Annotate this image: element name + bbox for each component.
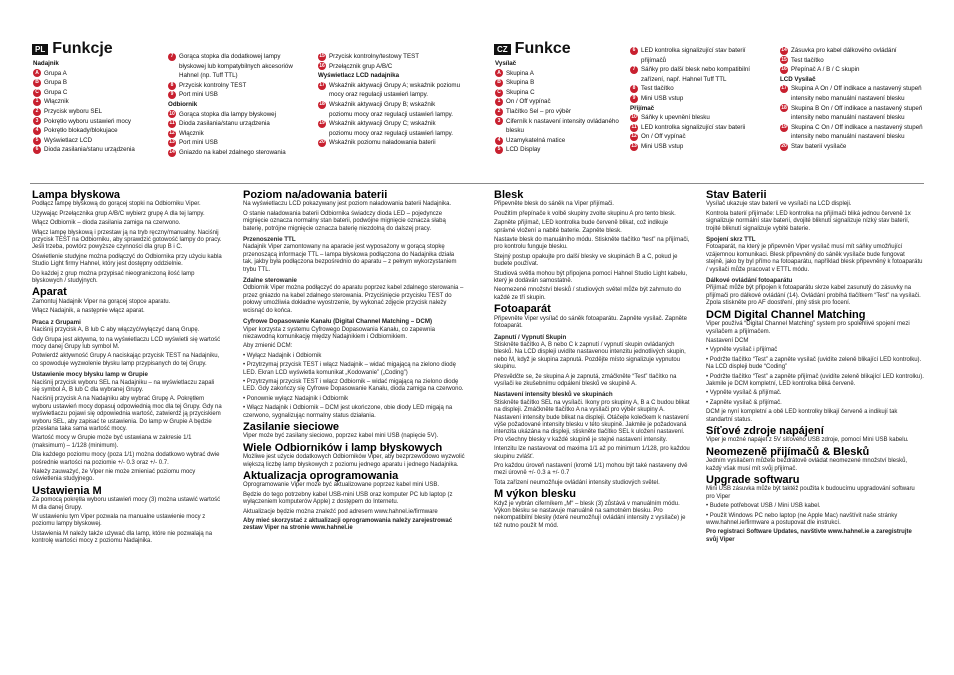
subsection-heading: Praca z Grupami	[32, 318, 81, 326]
number-badge-icon: 3	[33, 117, 41, 125]
list-item	[168, 119, 308, 129]
paragraph: Należy zauważyć, że Viper nie może zmieniać poziomu mocy oświetlenia studyjnego.	[32, 469, 196, 483]
list-item-label: Skupina B On / Off indikace a nastavený stupeň intensity nebo manuální nastavení blesku	[791, 104, 923, 122]
paragraph: Viper korzysta z systemu Cyfrowego Dopasowania Kanału, co zapewnia niezawodną komunikację między Nadajnikiem i Odbiornikiem.	[243, 326, 435, 340]
list-item	[33, 126, 163, 136]
pl-title	[32, 40, 113, 58]
paragraph: Vysílač ukazuje stav baterií ve vysílači na LCD displeji.	[706, 201, 852, 208]
paragraph: Nastavte blesk do manuálního módu. Stiskněte tlačítko “test” na přijímači, pro kontrolu funguje blesku.	[494, 237, 690, 251]
paragraph: • Použít Windows PC nebo laptop (ne Apple Mac) navštívit naše stránky www.hahnel.ie/firmware a postupovat dle instrukcí.	[706, 512, 898, 527]
number-badge-icon: 8	[168, 82, 176, 90]
number-badge-icon: 2	[495, 108, 503, 116]
list-header: LCD Vysílač	[780, 75, 816, 83]
section-heading: Wiele Odbiorników i lamp błyskowych	[243, 441, 443, 454]
paragraph: Kontrola baterií přijímače: LED kontrolka na přijímači bliká jednou červeně 1x signalizuje normální stav baterií, dvojité bliknutí signalizuje nízký stav baterií, trojité bliknutí signalizuje vybité baterie.	[706, 210, 911, 232]
number-badge-icon: 6	[33, 146, 41, 154]
paragraph: Będzie do tego potrzebny kabel USB-mini USB oraz komputer PC lub laptop (z wyłączeniem komputerów Apple) z dostępem do Internetu.	[243, 491, 453, 506]
paragraph: Oświetlenie studyjne można podłączyć do Odbiornika przy użyciu kabla Studio Light firmy Hahnel, który jest dostępny oddzielnie.	[32, 253, 222, 268]
paragraph: Přesvědčte se, že skupina A je zapnutá, zmáčkněte “Test” tlačítko na vysílači ke zkušebnímu odpálení blesků ve skupině A.	[494, 373, 677, 387]
list-item-label: Skupina B	[506, 79, 535, 87]
list-item	[780, 104, 925, 123]
body-column-1	[32, 188, 222, 668]
paragraph: Do każdej z grup można przypisać nieograniczoną ilość lamp błyskowych / studyjnych.	[32, 270, 195, 285]
paragraph: Dla każdego poziomu mocy (poza 1/1) można dodatkowo wybrać dwie pośrednie wartości na poziomie +/- 0.3 oraz +/- 0.7.	[32, 452, 220, 466]
list-item-label: Port mini USB	[179, 91, 218, 99]
number-badge-icon: 18	[319, 100, 325, 107]
list-item-label: Test tlačítko	[791, 56, 824, 64]
list-item-label: Gniazdo na kabel zdalnego sterowania	[179, 148, 286, 156]
list-item	[495, 88, 620, 98]
list-item-label: Włącznik	[179, 129, 204, 137]
paragraph: • Podržte tlačítko “Test” a zapněte přijímač (uvidíte zeleně blikající LED kontrolku). Jakmile je DCM kompletní, LED kontrolka bliká červeně.	[706, 373, 924, 387]
list-item-label: Włącznik	[44, 98, 69, 106]
number-badge-icon: 12	[169, 129, 175, 136]
list-item-label: Stav baterií vysílače	[791, 142, 847, 150]
list-item	[630, 84, 770, 94]
paragraph: Wartość mocy w Grupie może być ustawiana w zakresie 1/1 (maksimum) – 1/128 (minimum).	[32, 435, 192, 449]
paragraph: Naciśnij przycisk A, B lub C aby włączyć/wyłączyć daną Grupę.	[32, 327, 200, 334]
number-badge-icon: 4	[495, 137, 503, 145]
list-item-label: Dioda zasilania/stanu urządzenia	[179, 120, 270, 128]
list-item-label: Zásuvka pro kabel dálkového ovládání	[791, 47, 897, 54]
paragraph: Viper používá “Digital Channel Matching” system pro spolehlivé spojení mezi vysílačem a přijímačem.	[706, 321, 910, 335]
number-badge-icon: 16	[319, 62, 325, 69]
number-badge-icon: 19	[781, 123, 787, 130]
list-item-label: Przełącznik grup A/B/C	[329, 62, 393, 70]
paragraph: Stiskněte tlačítko A, B nebo C k zapnutí / vypnutí skupin ovládaných blesků. Na LCD displeji uvidíte nastavenou intenzitu jednotlivých skupin, nebo M, když je skupina zapnutá. Pozdějte místo signalizuje vypnutou skupinu.	[494, 341, 686, 371]
list-item	[33, 117, 163, 127]
paragraph: Możliwe jest użycie dodatkowych Odbiorników Viper, aby bezprzewodowo wyzwolić większą liczbę lamp błyskowych z poziomu jednego aparatu i jednego Nadajnika.	[243, 454, 465, 468]
list-item-label: Wskaźnik poziomu naładowania baterii	[329, 139, 436, 147]
cz-list-receiver	[630, 46, 770, 152]
number-badge-icon: 18	[781, 104, 787, 111]
paragraph: Zapněte přijímač, LED kontrolka bude červeně blikat, což indikuje správné vložení a nabité baterie. Zapněte blesk.	[494, 220, 669, 234]
note-paragraph: Aby mieć skorzystać z aktualizacji oprogramowania należy zarejestrować zestaw Viper na stronie www.hahnel.ie	[243, 518, 453, 532]
list-item	[318, 119, 460, 138]
list-item	[630, 65, 770, 84]
cz-title	[494, 40, 571, 58]
list-item-label: Grupa A	[44, 69, 67, 77]
list-item-label: Uzamykatelná matice	[506, 136, 566, 144]
number-badge-icon: 14	[169, 148, 175, 155]
paragraph: Podłącz lampę błyskową do gorącej stopki na Odbiorniku Viper.	[32, 201, 201, 208]
list-header: Přijímač	[630, 104, 655, 112]
paragraph: Za pomocą pokrętła wyboru ustawień mocy (3) można ustawić wartość M dla danej Grupy.	[32, 497, 221, 511]
number-badge-icon: 8	[630, 85, 638, 93]
list-item	[168, 129, 308, 139]
subsection-heading: Przenoszenie TTL	[243, 236, 296, 244]
list-item-label: LED kontrolka signalizující stav baterii	[641, 123, 746, 131]
number-badge-icon: A	[33, 69, 41, 77]
list-item	[33, 136, 163, 146]
list-item-label: Gorąca stopka dla lampy błyskowej	[179, 110, 276, 118]
list-item	[630, 142, 770, 152]
paragraph: • Ponownie wyłącz Nadajnik i Odbiornik	[243, 395, 349, 402]
body-column-2	[243, 188, 465, 668]
section-heading: Stav Baterii	[706, 189, 767, 201]
paragraph: Mini USB zásuvka může být taktéž použita k budoucímu upgradování softwaru pro Viper	[706, 486, 915, 500]
number-badge-icon: 20	[319, 139, 325, 146]
list-item-label: Gorąca stopka dla dodatkowej lampy błyskowej lub kompatybilnych akcesoriów Hahnel (np. Tuff TTL)	[179, 53, 293, 80]
list-item-label: Port mini USB	[179, 139, 218, 147]
list-item	[33, 107, 163, 117]
list-item	[780, 123, 925, 142]
body-column-3	[494, 188, 690, 668]
number-badge-icon: 17	[781, 85, 787, 92]
paragraph: Włącz Nadajnik, a następnie włącz aparat.	[32, 308, 145, 315]
list-header: Vysílač	[495, 60, 517, 67]
number-badge-icon: B	[33, 79, 41, 87]
paragraph: Nastavení DCM	[706, 337, 749, 344]
paragraph: • Vypněte vysílač & přijímač.	[706, 390, 782, 397]
number-badge-icon: 7	[168, 53, 176, 61]
number-badge-icon: 7	[630, 66, 638, 74]
list-item	[168, 52, 308, 81]
number-badge-icon: 9	[168, 91, 176, 99]
paragraph: Odbiornik Viper można podłączyć do aparatu poprzez kabel zdalnego sterowania – przez gniazdo na kabel zdalnego sterowania. Przyciśnięcie przycisku TEST do połowy umożliwia dokładne wyostrzenie, by wykonać zdjęcie przycisk należy wcisnąć do końca.	[243, 285, 464, 314]
number-badge-icon: 13	[169, 139, 175, 146]
number-badge-icon: 15	[781, 56, 787, 63]
list-item	[318, 138, 460, 148]
list-item-label: Mini USB vstup	[641, 94, 684, 102]
list-item-label: Sáňky pro další blesk nebo kompatibilní zařízení, např. Hahnel Tuff TTL	[641, 66, 751, 83]
note-paragraph: Pro registraci Software Updates, navštivte www.hahnel.ie a zaregistrujte svůj Viper	[706, 529, 912, 543]
paragraph: O stanie naładowania baterii Odbiornika świadczy dioda LED – pojedyncze mignięcie oznacza normalny stan baterii, podwójne mignięcie oznacza słabą baterię, potrójne mignięcie oznacza baterię niezdolną do dalszej pracy.	[243, 210, 446, 232]
list-item	[495, 107, 620, 117]
pl-lang-badge: PL	[32, 44, 48, 55]
list-item-label: Wskaźnik aktywacji Grupy B; wskaźnik poziomu mocy oraz regulacji ustawień lampy.	[329, 100, 454, 118]
number-badge-icon: 5	[33, 137, 41, 145]
number-badge-icon: 5	[495, 146, 503, 154]
cz-lang-badge: CZ	[494, 44, 511, 55]
list-header: Odbiornik	[168, 100, 198, 108]
list-item-label: Skupina C On / Off indikace a nastavený stupeň intensity nebo manuální nastavení blesku	[791, 123, 923, 141]
number-badge-icon: 12	[631, 133, 637, 140]
list-item-label: Przycisk wyboru SEL	[44, 107, 103, 115]
list-item-label: Pokrętło blokady/blokujace	[44, 127, 118, 135]
number-badge-icon: 3	[495, 117, 503, 125]
paragraph: Naciśnij przycisk A na Nadajniku aby wybrać Grupę A. Pokrętłem wyboru ustawień mocy dopasuj odpowiednią moc dla tej Grupy. Gdy na wyświetlaczu pojawi się odpowiednia wartość, zatwierdź ją przyciskiem wyboru SEL, aby zapisać te ustawienia. Do lamp w Grupie A będzie przesłana taka sama wartość mocy.	[32, 396, 222, 432]
number-badge-icon: 20	[781, 142, 787, 149]
section-divider	[30, 183, 924, 184]
paragraph: Ustawienia M należy także używać dla lamp, które nie pozwalają na kontrolę wartości mocy z poziomu Nadajnika.	[32, 530, 213, 545]
list-item	[318, 62, 460, 72]
list-item	[168, 138, 308, 148]
paragraph: Stiskněte tlačítko SEL na vysílači. Ikony pro skupiny A, B a C budou blikat na displeji. Zmáčkněte tlačítko A na vysílači pro výběr skupiny A. Nastavení intensity bude blikat na displeji. Otáčejte kolečkem k nastavení výše požadované intensity blesku v této skupině. Jakmile je požadovaná intenzita ukázána na displeji, stiskněte tlačítko SEL k uložení nastavení. Pro všechny blesky v každé skupině je stejné nastavení intensity.	[494, 399, 690, 443]
list-item	[780, 142, 925, 152]
section-heading: Síťové zdroje napájení	[706, 424, 824, 437]
list-item-label: Tlačítko Sel – pro výběr	[506, 107, 571, 115]
paragraph: Włącz Odbiornik – dioda zasilania zamiga na czerwono.	[32, 220, 181, 227]
pl-heading: Funkcje	[52, 40, 113, 57]
list-item-label: Przycisk kontrolny TEST	[179, 81, 247, 89]
list-item-label: Wskaźnik aktywacji Grupy C; wskaźnik poziomu mocy oraz regulacji ustawień lampy.	[329, 120, 454, 137]
paragraph: Přijímač může být připojen k fotoaparátu skrze kabel zasunutý do zásuvky na přijímači pro dálkové ovládání (14). Ovládání probíhá tlačítkem “Test” na vysílači. Zpola stiskněte pro AF doostření, plný stisk pro focení.	[706, 285, 921, 307]
number-badge-icon: 9	[630, 95, 638, 103]
list-item	[780, 84, 925, 103]
number-badge-icon: 15	[319, 53, 325, 59]
list-item	[318, 52, 460, 62]
number-badge-icon: 2	[33, 108, 41, 116]
number-badge-icon: 11	[631, 123, 637, 130]
list-item	[168, 81, 308, 91]
section-heading: Neomezeně přijímačů & Blesků	[706, 445, 870, 458]
list-item-label: Grupa C	[44, 88, 68, 96]
list-item-label: LCD Display	[506, 146, 541, 154]
number-badge-icon: A	[495, 69, 503, 77]
paragraph: Stejný postup opakujte pro další blesky ve skupinách B a C, pokud je budete používat.	[494, 253, 678, 268]
paragraph: Nadajnik Viper zamontowany na aparacie jest wyposażony w gorącą stopkę przenoszącą informacje TTL – lampa błyskowa podłączona do Nadajnika działa tak, jakby była podłączona bezpośrednio do aparatu – z pełnym wykorzystaniem trybu TTL.	[243, 244, 457, 273]
subsection-heading: Nastavení intensity blesků ve skupinách	[494, 391, 613, 399]
paragraph: W ustawieniu tym Viper pozwala na manualne ustawienie mocy z poziomu lampy błyskowej.	[32, 514, 206, 528]
paragraph: Viper je možné napájet z 5V síťového USB zdroje, pomocí Mini USB kabelu.	[706, 437, 909, 444]
paragraph: Použitím přepínače k volbě skupiny zvolte skupinu A pro tento blesk.	[494, 210, 676, 217]
paragraph: • Budete potřebovat USB / Mini USB kabel.	[706, 503, 821, 510]
list-item	[780, 46, 925, 56]
list-item	[33, 145, 163, 155]
section-heading: DCM Digital Channel Matching	[706, 308, 866, 321]
paragraph: • Vypněte vysílač i přijímač	[706, 347, 778, 354]
list-item	[780, 65, 925, 75]
list-item-label: Dioda zasilania/stanu urządzenia	[44, 146, 135, 154]
list-item	[168, 110, 308, 120]
list-header: Nadajnik	[33, 60, 59, 67]
list-item	[780, 56, 925, 66]
number-badge-icon: 6	[630, 47, 638, 55]
list-item-label: Skupina A	[506, 69, 534, 77]
number-badge-icon: 1	[33, 98, 41, 106]
section-heading: Ustawienia M	[32, 484, 102, 497]
subsection-heading: Ustawienie mocy błysku lamp w Grupie	[32, 371, 148, 379]
number-badge-icon: B	[495, 79, 503, 87]
paragraph: Neomezené množství blesků / studiových světel může být zahrnuto do každé ze tří skupin.	[494, 287, 682, 301]
section-heading: Aparat	[32, 286, 67, 299]
section-heading: Blesk	[494, 189, 524, 201]
list-item	[33, 88, 163, 98]
number-badge-icon: 4	[33, 127, 41, 135]
list-item	[495, 145, 620, 155]
paragraph: Připevněte Viper vysílač do sáněk fotoaparátu. Zapněte vysílač. Zapněte fotoaparát.	[494, 315, 688, 330]
list-item-label: Přepínač A / B / C skupin	[791, 66, 860, 74]
pl-list-transmitter	[33, 59, 163, 155]
subsection-heading: Spojení skrz TTL	[706, 236, 756, 244]
paragraph: Připevněte blesk do sáněk na Viper přijímači.	[494, 201, 614, 208]
list-item-label: Mini USB vstup	[641, 142, 684, 150]
list-item-label: Sáňky k upevnění blesku	[641, 114, 710, 122]
list-item	[33, 97, 163, 107]
paragraph: • Zapněte vysílač & přijímač.	[706, 399, 782, 406]
paragraph: Studiová světla mohou být připojena pomocí Hahnel Studio Light kabelu, který je dodáván samostatně.	[494, 270, 688, 285]
paragraph: DCM je nyní kompletní a obě LED kontrolky blikají červeně a indikují tak standartní status.	[706, 409, 898, 423]
paragraph: Aby zmienić DCM:	[243, 343, 293, 350]
number-badge-icon: 10	[631, 114, 637, 121]
section-heading: M výkon blesku	[494, 488, 576, 501]
paragraph: Włącz lampę błyskową i przestaw ją na tryb ręczny/manualny. Naciśnij przycisk TEST na Odbiorniku, aby sprawdzić gotowość lampy do pracy. Jeśli trzeba, powtórz powyższe czynności dla grup B i C.	[32, 229, 222, 251]
list-item-label: LED kontrolka signalizující stav baterií přijímačů	[641, 47, 746, 64]
list-item-label: Przycisk kontrolny/testowy TEST	[329, 53, 419, 60]
cz-list-lcd	[780, 46, 925, 152]
section-heading: Aktualizacja oprogramowania	[243, 470, 399, 482]
paragraph: Jedním vysílačem můžete bezdrátově ovládat neomezené množství blesků, každý však musí mít svůj přijímač.	[706, 458, 908, 472]
paragraph: Fotoaparát, na který je připevněn Viper vysílač musí mít sáňky umožňující vzájemnou komunikaci. Blesk připevněný do sáněk vysílače bude fungovat stejně, jako by byl přímo na fotoaparátu, například blesk připevněný k fotoaparátu / vysílači může pracovat v ETTL módu.	[706, 244, 923, 273]
number-badge-icon: 10	[169, 110, 175, 117]
list-item-label: Test tlačítko	[641, 85, 674, 93]
list-item	[33, 78, 163, 88]
subsection-heading: Zapnutí / Vypnutí Skupin	[494, 333, 567, 341]
list-item	[630, 113, 770, 123]
list-item	[318, 81, 460, 100]
list-item	[630, 132, 770, 142]
subsection-heading: Zdalne sterowanie	[243, 277, 297, 285]
list-item	[495, 97, 620, 107]
list-item-label: Skupina C	[506, 88, 535, 96]
paragraph: Tota zařízení neumožňuje ovládání intensity studiových světel.	[494, 479, 660, 486]
list-item	[495, 69, 620, 79]
paragraph: Intenzitu lze nastavovat od maxima 1/1 až po minimum 1/128, pro každou skupinu zvlášť.	[494, 446, 690, 460]
number-badge-icon: 11	[169, 120, 175, 127]
cz-list-transmitter	[495, 59, 620, 155]
list-item-label: Pokrętło wyboru ustawień mocy	[44, 117, 132, 125]
cz-heading: Funkce	[514, 40, 571, 57]
list-header: Wyświetlacz LCD nadajnika	[318, 72, 400, 80]
paragraph: Potwierdź aktywność Grupy A naciskając przycisk TEST na Nadajniku, co spowoduje wyzwolenie błysku lamp przypisanych do tej Grupy.	[32, 353, 220, 367]
list-item-label: Ciferník k nastavení intensity ovládaného blesku	[506, 117, 619, 135]
list-item-label: Grupa B	[44, 79, 68, 87]
subsection-heading: Dálkové ovládání fotoaparátu	[706, 277, 793, 285]
number-badge-icon: 16	[781, 66, 787, 73]
paragraph: • Podržte tlačítko “Test” a zapněte vysílač (uvidíte zeleně blikající LED kontrolku). Na LCD displeji bude “Coding”	[706, 356, 922, 371]
paragraph: Na wyświetlaczu LCD pokazywany jest poziom naładowania baterii Nadajnika.	[243, 201, 452, 208]
body-column-4	[706, 188, 924, 668]
number-badge-icon: 14	[781, 47, 787, 53]
list-item	[318, 100, 460, 119]
paragraph: Oprogramowanie Viper może być aktualizowane poprzez kabel mini USB.	[243, 482, 439, 489]
section-heading: Lampa błyskowa	[32, 189, 121, 201]
list-item	[630, 123, 770, 133]
number-badge-icon: C	[33, 89, 41, 97]
list-item-label: On / Off vypínač	[506, 98, 551, 106]
number-badge-icon: 19	[319, 120, 325, 127]
number-badge-icon: 13	[631, 142, 637, 149]
section-heading: Upgrade softwaru	[706, 474, 800, 486]
paragraph: Aktualizacje będzie można znaleźć pod adresem www.hahnel.ie/firmware	[243, 508, 438, 515]
paragraph: • Przytrzymaj przycisk TEST i włącz Nadajnik – widać migającą na zielono diodę LED. Ekran LCD wyświetla komunikat „Kodowanie” („Coding”)	[243, 362, 456, 376]
list-item	[630, 94, 770, 104]
list-item	[630, 46, 770, 65]
paragraph: Gdy Grupa jest aktywna, to na wyświetlaczu LCD wyświetli się wartość mocy danej Grupy lub symbol M.	[32, 336, 221, 350]
number-badge-icon: C	[495, 89, 503, 97]
paragraph: • Wyłącz Nadajnik i Odbiornik	[243, 352, 322, 359]
list-item-label: Wskaźnik aktywacji Grupy A; wskaźnik poziomu mocy oraz regulacji ustawień lampy.	[329, 81, 461, 99]
number-badge-icon: 1	[495, 98, 503, 106]
list-item	[168, 148, 308, 158]
paragraph: Zamontuj Nadajnik Viper na gorącej stopce aparatu.	[32, 298, 171, 305]
subsection-heading: Cyfrowe Dopasowanie Kanału (Digital Channel Matching – DCM)	[243, 318, 433, 326]
paragraph: Když je vybrán ciferníkem „M“ – blesk (3) zůstává v manuálním módu. Výkon blesku se nastavuje manuálně na samotném blesku. Pro nekompatibilní blesky (které neumožňují ovládání intensity z vysílače) je též nutno použít M mód.	[494, 500, 686, 529]
paragraph: • Przytrzymaj przycisk TEST i włącz Odbiornik – widać migającą na zielono diodę LED. Gdy zakończy się Cyfrowe Dopasowanie Kanału, dioda zamiga na czerwono.	[243, 378, 464, 393]
paragraph: Używając Przełącznika grup A/B/C wybierz grupę A dla tej lampy.	[32, 210, 205, 217]
paragraph: Pro každou úroveň nastavení (kromě 1/1) mohou být také nastaveny dvě mezi úrovně +/- 0.3 a +/- 0.7	[494, 463, 688, 477]
list-item	[495, 136, 620, 146]
list-item	[495, 117, 620, 136]
list-item	[495, 78, 620, 88]
list-item-label: Wyświetlacz LCD	[44, 136, 93, 144]
paragraph: • Włącz Nadajnik i Odbiornik – DCM jest ukończone, obie diody LED migają na czerwono, sygnalizując normalny status działania.	[243, 405, 453, 419]
section-heading: Poziom na/adowania baterii	[243, 189, 388, 201]
list-item	[168, 90, 308, 100]
paragraph: Viper może być zasilany sieciowo, poprzez kabel mini USB (napięcie 5V).	[243, 433, 439, 440]
pl-list-receiver	[168, 52, 308, 158]
section-heading: Zasilanie sieciowe	[243, 420, 339, 433]
list-item-label: On / Off vypínač	[641, 133, 686, 141]
list-item	[33, 69, 163, 79]
number-badge-icon: 17	[319, 81, 325, 88]
paragraph: Naciśnij przycisk wyboru SEL na Nadajniku – na wyświetlaczu zapali się symbol A, B lub C dla wybranej Grupy.	[32, 379, 215, 393]
section-heading: Fotoaparát	[494, 303, 551, 316]
list-item-label: Skupina A On / Off indikace a nastavený stupeň intensity nebo manuální nastavení blesku	[791, 85, 922, 102]
pl-list-lcd	[318, 52, 460, 148]
